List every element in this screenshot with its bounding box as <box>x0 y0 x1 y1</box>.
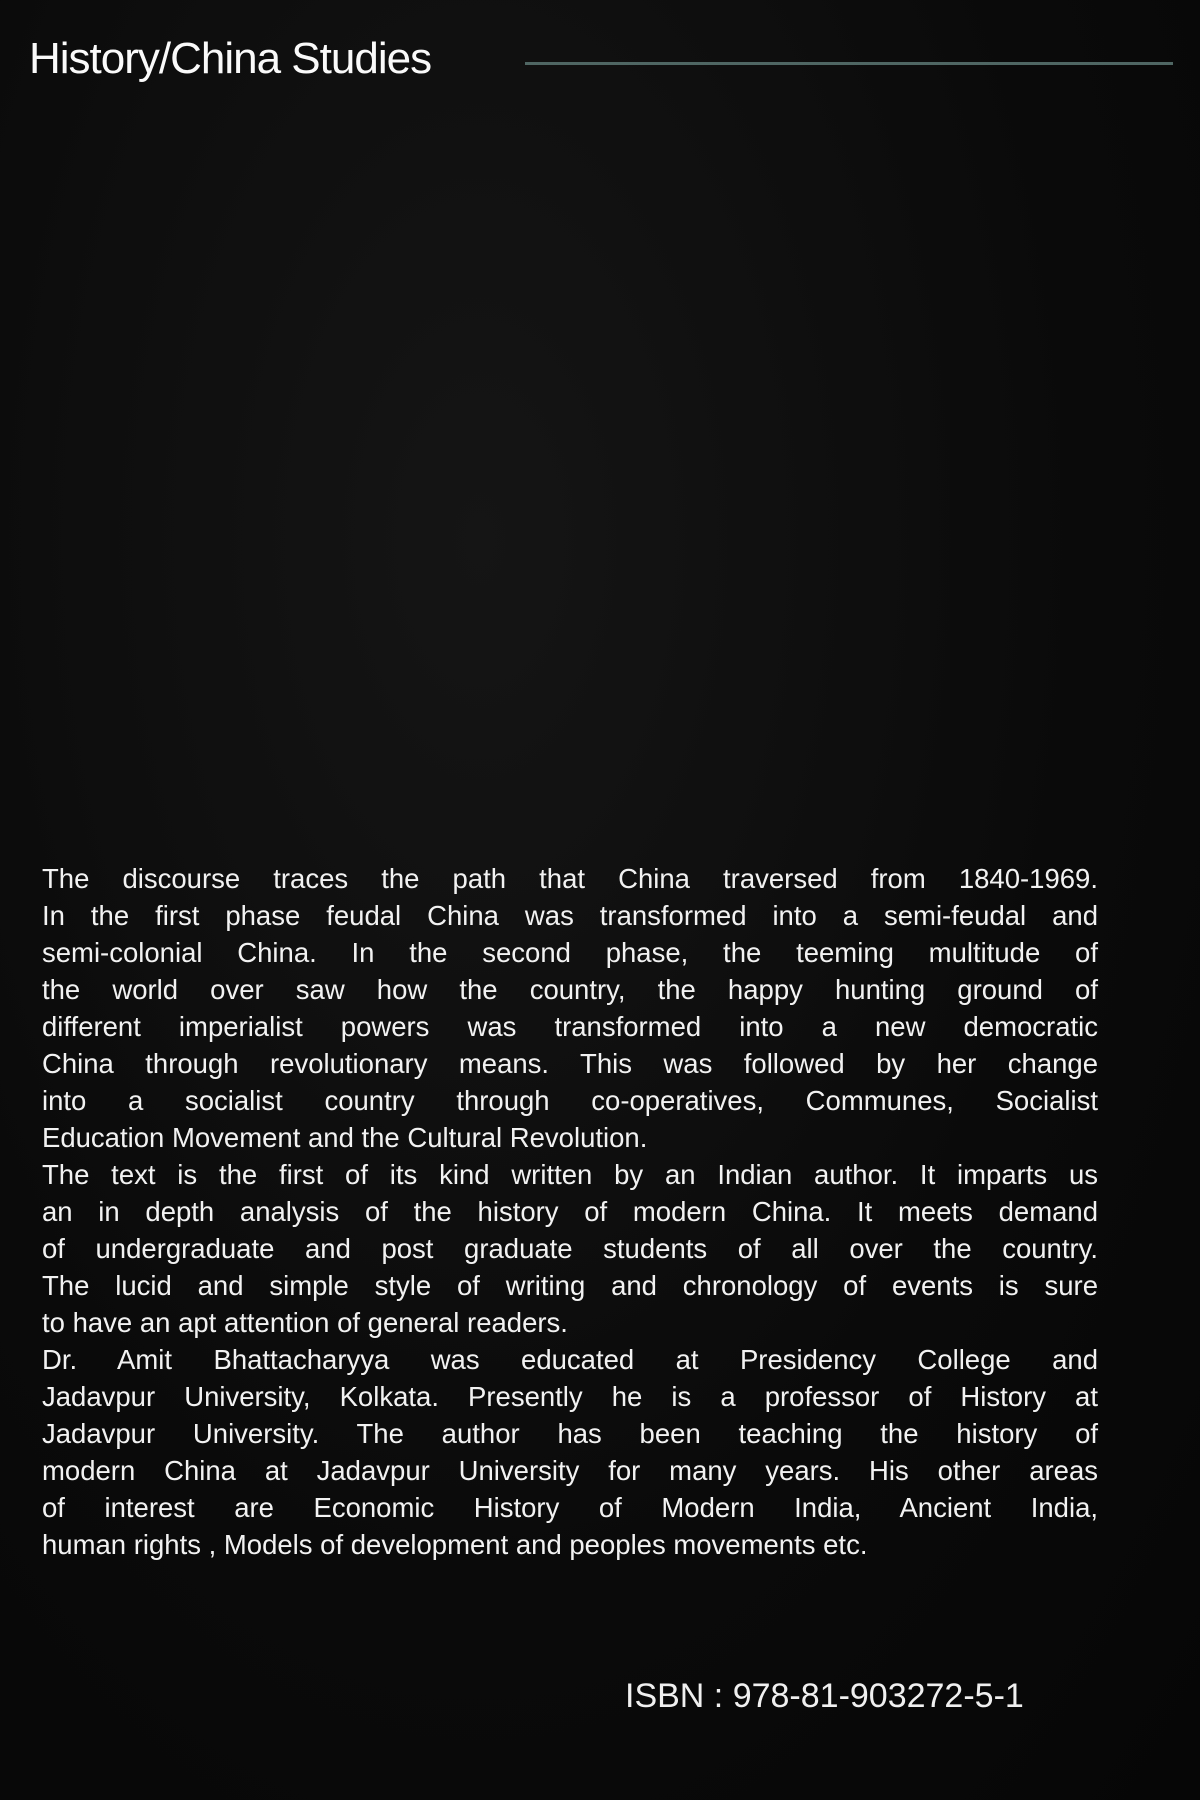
text-line: an in depth analysis of the history of modern China. It meets demand <box>42 1196 1098 1227</box>
text-line: Education Movement and the Cultural Revolution. <box>42 1122 648 1153</box>
blurb-paragraph-author <box>42 1341 1098 1563</box>
blurb-paragraph-summary <box>42 860 1098 1156</box>
heading-rule <box>525 62 1173 65</box>
text-line: of undergraduate and post graduate students of all over the country. <box>42 1233 1098 1264</box>
blurb-text <box>42 860 1098 1563</box>
text-line: Jadavpur University. The author has been teaching the history of <box>42 1418 1098 1449</box>
text-line: into a socialist country through co-operatives, Communes, Socialist <box>42 1085 1098 1116</box>
text-line: Jadavpur University, Kolkata. Presently he is a professor of History at <box>42 1381 1098 1412</box>
text-line: semi-colonial China. In the second phase, the teeming multitude of <box>42 937 1098 968</box>
text-line: China through revolutionary means. This was followed by her change <box>42 1048 1098 1079</box>
text-line: Dr. Amit Bhattacharyya was educated at Presidency College and <box>42 1344 1098 1375</box>
text-line: the world over saw how the country, the happy hunting ground of <box>42 974 1098 1005</box>
text-line: human rights , Models of development and peoples movements etc. <box>42 1529 868 1560</box>
text-line: different imperialist powers was transformed into a new democratic <box>42 1011 1098 1042</box>
text-line: modern China at Jadavpur University for many years. His other areas <box>42 1455 1098 1486</box>
text-line: In the first phase feudal China was transformed into a semi-feudal and <box>42 900 1098 931</box>
text-line: The text is the first of its kind written by an Indian author. It imparts us <box>42 1159 1098 1190</box>
text-line: of interest are Economic History of Modern India, Ancient India, <box>42 1492 1098 1523</box>
category-heading: History/China Studies <box>29 34 432 83</box>
blurb-paragraph-significance <box>42 1156 1098 1341</box>
isbn-number: ISBN : 978-81-903272-5-1 <box>625 1677 1024 1715</box>
text-line: The lucid and simple style of writing and chronology of events is sure <box>42 1270 1098 1301</box>
text-line: to have an apt attention of general readers. <box>42 1307 568 1338</box>
text-line: The discourse traces the path that China traversed from 1840-1969. <box>42 863 1098 894</box>
